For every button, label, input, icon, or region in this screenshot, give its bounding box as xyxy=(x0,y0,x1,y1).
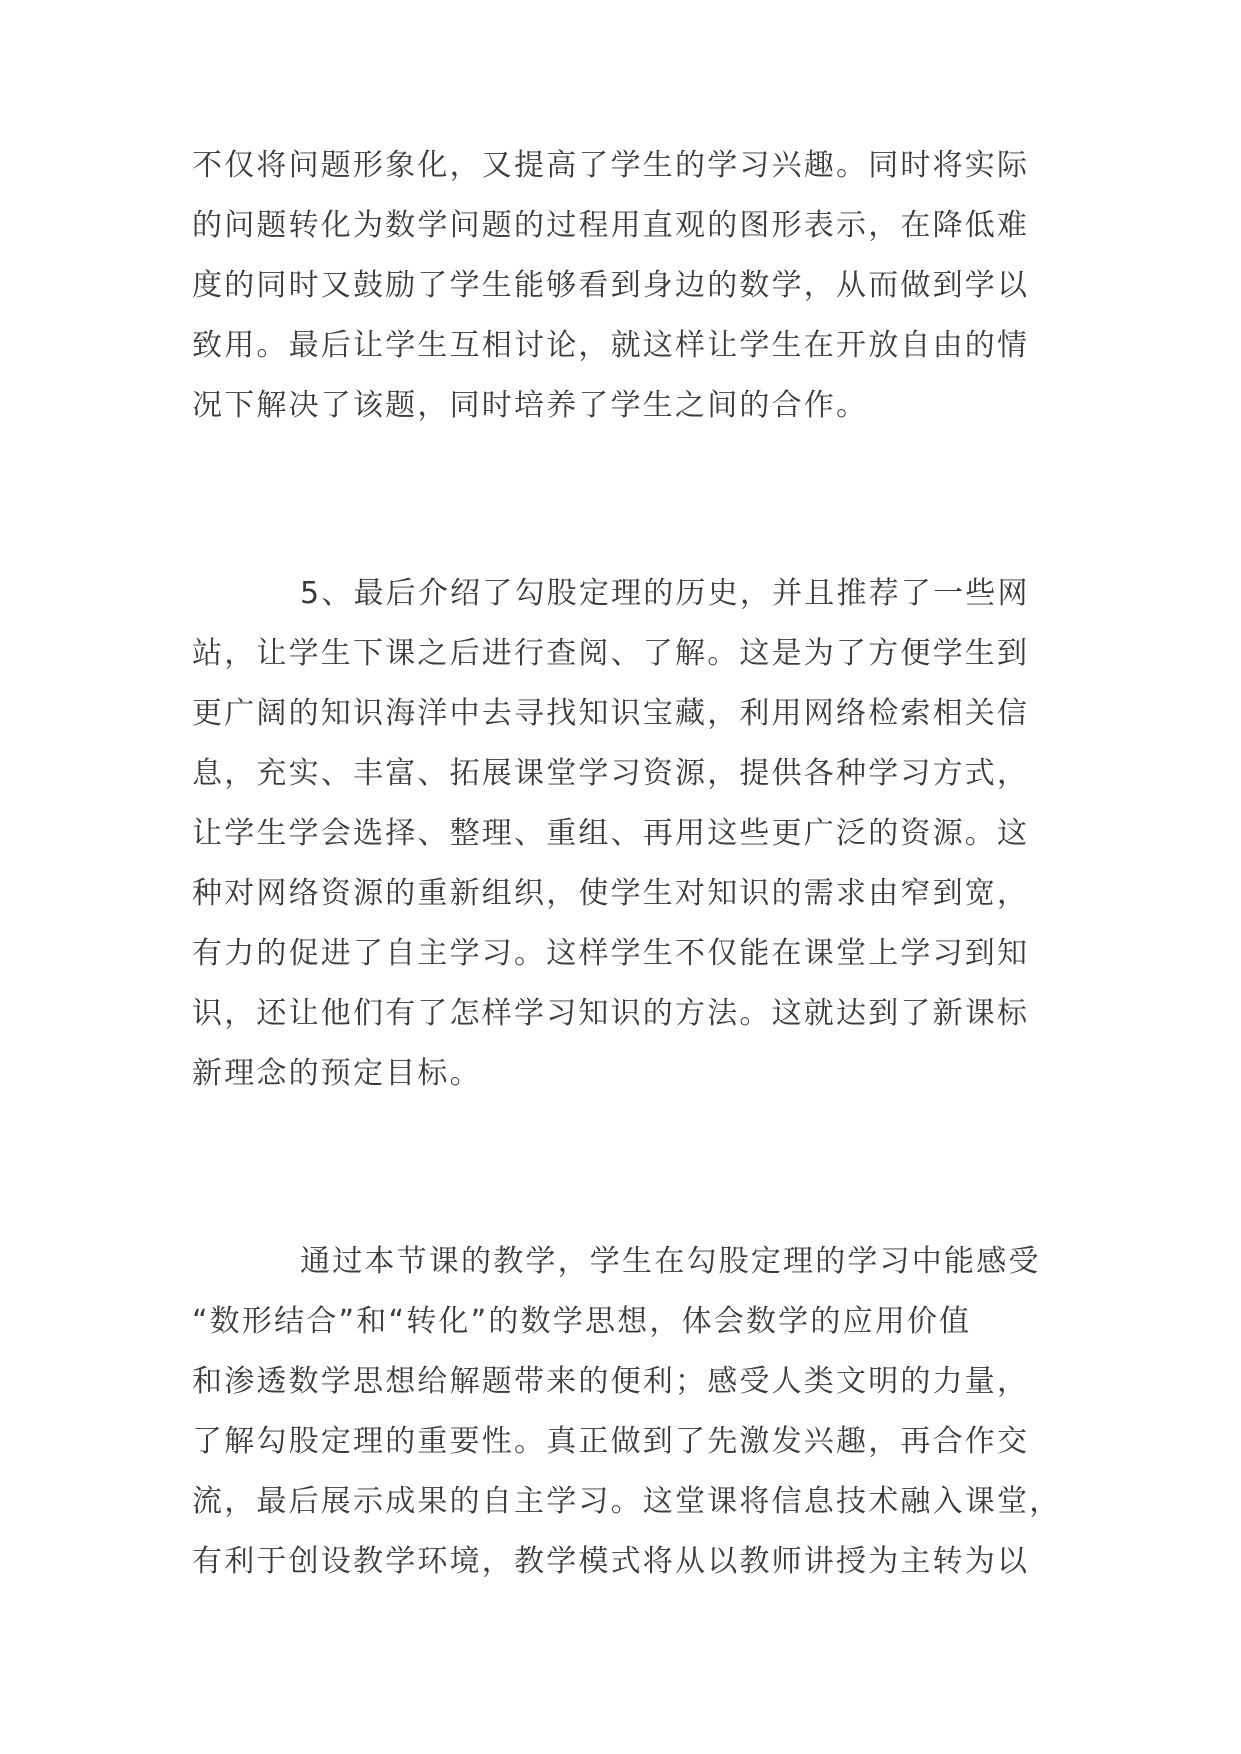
paragraph-2-line-8: 识，还让他们有了怎样学习知识的方法。这就达到了新课标 xyxy=(192,996,1030,1031)
paragraph-1-line-2: 的问题转化为数学问题的过程用直观的图形表示，在降低难 xyxy=(192,208,1030,243)
paragraph-1-line-1: 不仅将问题形象化，又提高了学生的学习兴趣。同时将实际 xyxy=(192,148,1030,183)
paragraph-2-line-2: 站，让学生下课之后进行查阅、了解。这是为了方便学生到 xyxy=(192,636,1030,671)
paragraph-2-line-4: 息，充实、丰富、拓展课堂学习资源，提供各种学习方式， xyxy=(192,756,1030,791)
paragraph-3-line-1: 通过本节课的教学，学生在勾股定理的学习中能感受 xyxy=(300,1244,1041,1279)
paragraph-2-line-9: 新理念的预定目标。 xyxy=(192,1056,482,1091)
paragraph-2-line-3: 更广阔的知识海洋中去寻找知识宝藏，利用网络检索相关信 xyxy=(192,696,1030,731)
paragraph-2-line-6: 种对网络资源的重新组织，使学生对知识的需求由窄到宽， xyxy=(192,876,1030,911)
paragraph-3-line-5: 流，最后展示成果的自主学习。这堂课将信息技术融入课堂， xyxy=(192,1484,1062,1519)
paragraph-2-line-5: 让学生学会选择、整理、重组、再用这些更广泛的资源。这 xyxy=(192,816,1030,851)
paragraph-1-line-5: 况下解决了该题，同时培养了学生之间的合作。 xyxy=(192,388,869,423)
paragraph-3-line-2: “数形结合”和“转化”的数学思想，体会数学的应用价值 xyxy=(192,1304,972,1339)
paragraph-2-line-7: 有力的促进了自主学习。这样学生不仅能在课堂上学习到知 xyxy=(192,936,1030,971)
paragraph-1-line-3: 度的同时又鼓励了学生能够看到身边的数学，从而做到学以 xyxy=(192,268,1030,303)
paragraph-2-line-1: 5、最后介绍了勾股定理的历史，并且推荐了一些网 xyxy=(300,576,1030,611)
paragraph-3-line-4: 了解勾股定理的重要性。真正做到了先激发兴趣，再合作交 xyxy=(192,1424,1030,1459)
paragraph-1-line-4: 致用。最后让学生互相讨论，就这样让学生在开放自由的情 xyxy=(192,328,1030,363)
paragraph-3-line-3: 和渗透数学思想给解题带来的便利；感受人类文明的力量， xyxy=(192,1364,1030,1399)
paragraph-3-line-6: 有利于创设教学环境，教学模式将从以教师讲授为主转为以 xyxy=(192,1544,1030,1579)
